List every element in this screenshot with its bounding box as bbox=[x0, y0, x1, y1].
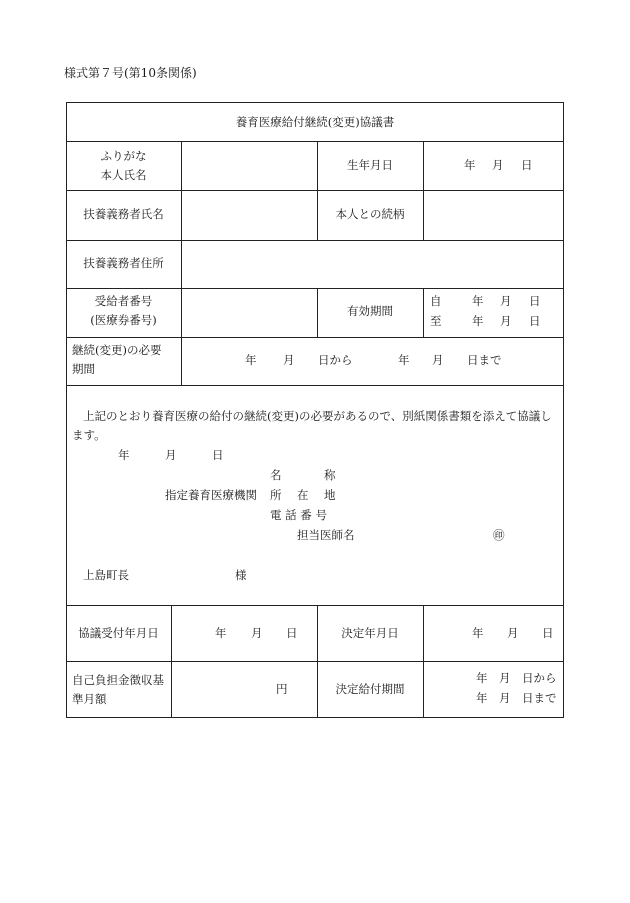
recipient-number-label: 受給者番号 bbox=[94, 294, 153, 308]
institution-label: 指定養育医療機関 bbox=[165, 488, 257, 502]
dob-month-unit: 月 bbox=[492, 158, 504, 172]
honorific-label: 様 bbox=[235, 568, 247, 582]
benefit-period-from: 年 月 日から bbox=[476, 671, 557, 685]
valid-from-year: 年 bbox=[472, 294, 484, 308]
received-day: 日 bbox=[286, 626, 298, 640]
yen-unit: 円 bbox=[276, 682, 288, 696]
valid-period-field[interactable] bbox=[424, 289, 563, 337]
guardian-name-label: 扶養義務者氏名 bbox=[83, 207, 164, 221]
submit-year: 年 bbox=[118, 448, 130, 462]
continuation-period-label-2: 期間 bbox=[72, 362, 95, 376]
continuation-period-label: 継続(変更)の必要 bbox=[72, 343, 162, 357]
dob-day-unit: 日 bbox=[521, 158, 533, 172]
submit-month: 月 bbox=[165, 448, 177, 462]
form-number: 様式第７号(第10条関係) bbox=[64, 66, 197, 80]
institution-address-label-c: 地 bbox=[324, 488, 336, 502]
furigana-label: ふりがな bbox=[100, 149, 147, 163]
benefit-period-label: 決定給付期間 bbox=[335, 682, 405, 696]
body-text-line2: ます。 bbox=[72, 428, 106, 442]
valid-to-day: 日 bbox=[529, 314, 541, 328]
received-month: 月 bbox=[251, 626, 263, 640]
received-date-label: 協議受付年月日 bbox=[78, 626, 159, 640]
copay-amount-field[interactable] bbox=[172, 662, 317, 717]
valid-to-label: 至 bbox=[430, 314, 442, 328]
continuation-period-field[interactable] bbox=[182, 338, 563, 385]
rule-row5 bbox=[66, 385, 564, 386]
institution-phone-label: 電 話 番 号 bbox=[270, 508, 327, 522]
cont-until-day: 日まで bbox=[467, 353, 502, 367]
cont-from-year: 年 bbox=[245, 353, 257, 367]
valid-period-label: 有効期間 bbox=[347, 304, 393, 318]
decision-month: 月 bbox=[507, 626, 519, 640]
cont-until-year: 年 bbox=[398, 353, 410, 367]
received-year: 年 bbox=[215, 626, 227, 640]
dob-year-unit: 年 bbox=[464, 158, 476, 172]
cont-from-month: 月 bbox=[283, 353, 295, 367]
institution-name-label-b: 称 bbox=[324, 468, 336, 482]
mayor-label: 上島町長 bbox=[83, 568, 129, 582]
seal-mark: ㊞ bbox=[493, 528, 505, 542]
submit-day: 日 bbox=[212, 448, 224, 462]
decision-date-label: 決定年月日 bbox=[341, 626, 399, 640]
dob-label: 生年月日 bbox=[347, 158, 393, 172]
valid-to-year: 年 bbox=[472, 314, 484, 328]
relation-label: 本人との続柄 bbox=[335, 207, 405, 221]
valid-from-label: 自 bbox=[430, 294, 442, 308]
cont-until-month: 月 bbox=[432, 353, 444, 367]
benefit-period-until: 年 月 日まで bbox=[476, 691, 557, 705]
institution-address-label-a: 所 bbox=[270, 488, 282, 502]
institution-address-label-b: 在 bbox=[297, 488, 309, 502]
institution-name-label-a: 名 bbox=[270, 468, 282, 482]
medical-ticket-label: (医療券番号) bbox=[90, 313, 157, 327]
valid-from-day: 日 bbox=[529, 294, 541, 308]
body-text-line1: 上記のとおり養育医療の給付の継続(変更)の必要があるので、別紙関係書類を添えて協議し bbox=[83, 409, 552, 423]
relation-field[interactable] bbox=[424, 191, 563, 240]
decision-year: 年 bbox=[472, 626, 484, 640]
rule-col-b6 bbox=[317, 605, 318, 718]
copay-label-2: 準月額 bbox=[72, 692, 107, 706]
decision-day: 日 bbox=[542, 626, 554, 640]
name-label: 本人氏名 bbox=[100, 168, 147, 182]
valid-to-month: 月 bbox=[500, 314, 512, 328]
valid-from-month: 月 bbox=[500, 294, 512, 308]
doctor-name-label: 担当医師名 bbox=[297, 528, 355, 542]
cont-from-day: 日から bbox=[318, 353, 353, 367]
guardian-address-label: 扶養義務者住所 bbox=[83, 256, 164, 270]
recipient-number-field[interactable] bbox=[182, 289, 317, 337]
name-field[interactable] bbox=[182, 142, 317, 190]
guardian-name-field[interactable] bbox=[182, 191, 317, 240]
page-title: 養育医療給付継続(変更)協議書 bbox=[235, 115, 395, 129]
guardian-address-field[interactable] bbox=[182, 241, 563, 288]
copay-label: 自己負担金徴収基 bbox=[72, 673, 164, 687]
